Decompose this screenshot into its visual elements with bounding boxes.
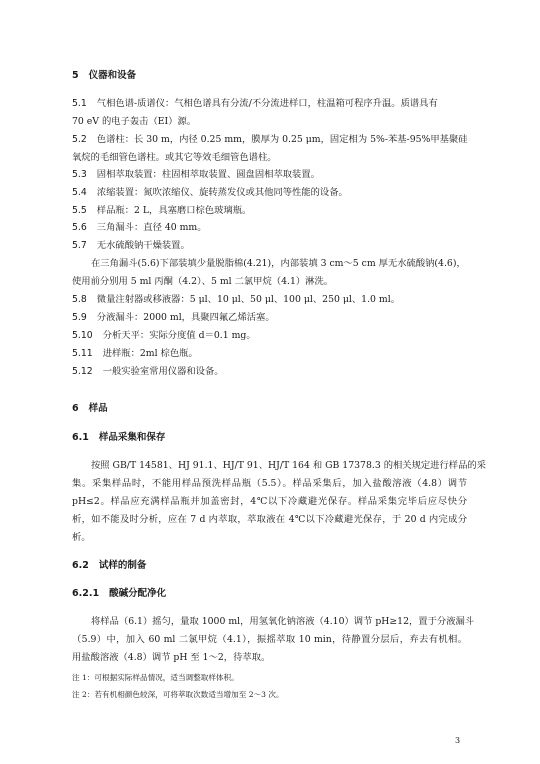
paragraph-5-7-line: 使用前分别用 5 ml 丙酮（4.2）、5 ml 二氯甲烷（4.1）淋洗。 [72,276,334,287]
paragraph-line: 按照 GB/T 14581、HJ 91.1、HJ/T 91、HJ/T 164 和 GB 17378.3 的相关规定进行样品的采 [91,460,486,471]
section-title: 样品 [88,403,108,414]
subsection-6-1-heading [72,432,165,444]
item-number: 5.5 [72,205,87,216]
item-text: 微量注射器或移液器：5 μl、10 μl、50 μl、100 μl、250 μl、1.0 ml。 [96,294,400,305]
paragraph-5-7-line: 在三角漏斗(5.6)下部装填少量脱脂棉(4.21)，内部装填 3 cm～5 cm 厚无水硫酸钠(4.6)， [91,258,466,269]
item-text: 三角漏斗：直径 40 mm。 [96,222,207,233]
item-5-2 [72,134,468,146]
item-number: 5.7 [72,240,87,251]
item-text: 浓缩装置：氮吹浓缩仪、旋转蒸发仪或其他同等性能的设备。 [96,187,348,198]
item-5-9 [72,312,275,324]
item-number: 5.1 [72,98,87,109]
item-number: 5.10 [72,330,93,341]
section-title: 仪器和设备 [88,70,137,81]
item-number: 5.4 [72,187,87,198]
item-number: 5.2 [72,134,87,145]
item-5-7 [72,240,190,252]
item-text: 无水硫酸钠干燥装置。 [96,240,190,251]
section-number: 6.1 [72,432,89,443]
paragraph-line: （5.9）中，加入 60 ml 二氯甲烷（4.1），振摇萃取 10 min，待静置分层后，弃去有机相。 [72,634,467,645]
subsection-6-2-1-heading [72,588,166,600]
note-2: 注 2：若有机相颜色较深，可将萃取次数适当增加至 2～3 次。 [72,690,284,699]
paragraph-line: pH≤2。样品应充满样品瓶并加盖密封，4℃以下冷藏避光保存。样品采集完毕后应尽快分 [72,496,467,507]
item-5-1 [72,98,438,110]
item-5-1-cont: 70 eV 的电子轰击（EI）源。 [72,116,197,127]
section-title: 试样的制备 [98,560,147,571]
section-number: 6 [72,403,79,414]
paragraph-line: 将样品（6.1）摇匀，量取 1000 ml，用氢氧化钠溶液（4.10）调节 pH≥12，置于分液漏斗 [91,616,475,627]
section-6-heading [72,403,108,415]
item-5-12 [72,366,224,378]
item-text: 分液漏斗：2000 ml，具聚四氟乙烯活塞。 [96,312,275,323]
section-title: 酸碱分配净化 [109,588,167,599]
paragraph-line: 析，如不能及时分析，应在 7 d 内萃取，萃取液在 4℃以下冷藏避光保存，于 20 d 内完成分 [72,514,467,525]
section-number: 5 [72,70,79,81]
item-text: 进样瓶：2ml 棕色瓶。 [102,348,198,359]
paragraph-line: 析。 [72,532,91,543]
item-number: 5.3 [72,169,87,180]
item-number: 5.11 [72,348,93,359]
item-text: 色谱柱：长 30 m，内径 0.25 mm，膜厚为 0.25 μm，固定相为 5%-苯基-95%甲基聚硅 [96,134,468,145]
note-1: 注 1：可根据实际样品情况，适当调整取样体积。 [72,673,239,682]
item-5-5 [72,205,251,217]
item-number: 5.12 [72,366,93,377]
item-5-10 [72,330,256,342]
item-text: 分析天平：实际分度值 d＝0.1 mg。 [102,330,256,341]
section-title: 样品采集和保存 [98,432,166,443]
item-5-3 [72,169,320,181]
section-number: 6.2 [72,560,89,571]
paragraph-line: 用盐酸溶液（4.8）调节 pH 至 1～2，待萃取。 [72,652,271,663]
section-number: 6.2.1 [72,588,100,599]
item-5-8 [72,294,400,306]
item-5-4 [72,187,348,199]
page-number: 3 [455,736,461,745]
paragraph-line: 集。采集样品时，不能用样品预洗样品瓶（5.5）。样品采集后，加入盐酸溶液（4.8）调节 [72,478,467,489]
item-5-6 [72,222,207,234]
item-text: 固相萃取装置：柱固相萃取装置、圆盘固相萃取装置。 [96,169,320,180]
item-number: 5.9 [72,312,87,323]
item-number: 5.8 [72,294,87,305]
item-text: 气相色谱-质谱仪：气相色谱具有分流/不分流进样口，柱温箱可程序升温。质谱具有 [96,98,438,109]
item-5-2-cont: 氧烷的毛细管色谱柱。或其它等效毛细管色谱柱。 [72,152,277,163]
item-number: 5.6 [72,222,87,233]
section-5-heading [72,70,136,82]
item-text: 样品瓶：2 L，具塞磨口棕色玻璃瓶。 [96,205,252,216]
subsection-6-2-heading [72,560,146,572]
item-text: 一般实验室常用仪器和设备。 [102,366,224,377]
item-5-11 [72,348,198,360]
